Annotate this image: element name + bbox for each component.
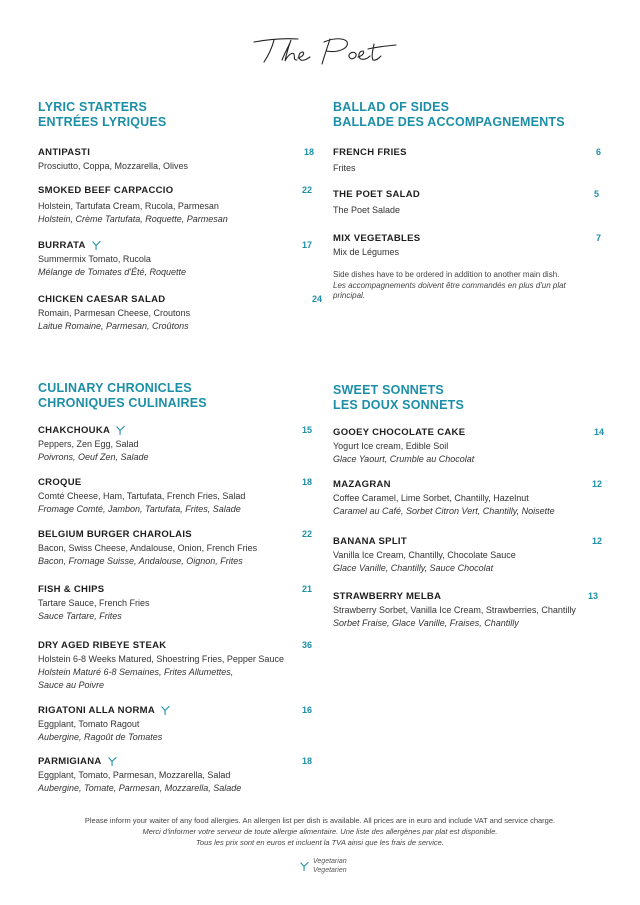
vegetarian-icon (161, 706, 170, 715)
sides-title (333, 100, 603, 129)
allergy-footer (0, 815, 640, 848)
mains-section (38, 381, 318, 801)
vegetarian-icon (300, 862, 309, 871)
item-name: DRY AGED RIBEYE STEAK (38, 640, 167, 651)
item-name-row (38, 425, 314, 436)
item-desc: Eggplant, Tomato, Parmesan, Mozzarella, Salad (38, 770, 231, 780)
item-name: CHICKEN CAESAR SALAD (38, 294, 166, 305)
menu-item-croque (38, 477, 314, 516)
legend-fr: Vegetarien (313, 867, 347, 874)
item-price: 18 (301, 477, 312, 487)
item-desc-fr: Mélange de Tomates d'Été, Roquette (38, 267, 186, 277)
legend-text (313, 857, 347, 875)
item-name: ANTIPASTI (38, 147, 91, 158)
footer-line-en: Please inform your waiter of any food allergies. An allergen list per dish is available. All prices are in euro and include VAT and service charge. (84, 816, 556, 825)
item-price: 18 (301, 756, 312, 766)
item-name: STRAWBERRY MELBA (333, 591, 442, 602)
item-desc: Yogurt Ice cream, Edible Soil (333, 441, 449, 451)
item-desc: Frites (333, 163, 356, 173)
item-price: 5 (593, 189, 599, 199)
item-price: 14 (593, 427, 604, 437)
item-name: FRENCH FRIES (333, 147, 407, 158)
item-price: 36 (301, 640, 312, 650)
menu-item-banana-split (333, 536, 604, 575)
menu-item-chocolate-cake (333, 427, 604, 466)
mains-title-en: CULINARY CHRONICLES (38, 381, 192, 395)
item-desc-fr: Sauce Tartare, Frites (38, 611, 122, 621)
starters-title-fr: ENTRÉES LYRIQUES (38, 114, 167, 129)
sides-note-en: Side dishes have to be ordered in addition to another main dish. (333, 270, 560, 279)
menu-item-mazagran (333, 479, 604, 518)
menu-item-fries (333, 147, 601, 175)
item-price: 22 (301, 529, 312, 539)
item-desc-fr: Holstein, Crème Tartufata, Roquette, Parmesan (38, 214, 228, 224)
item-price: 16 (301, 705, 312, 715)
item-desc: The Poet Salade (333, 205, 401, 215)
sides-section (333, 100, 603, 310)
item-name: BANANA SPLIT (333, 536, 407, 547)
menu-item-parmigiana (38, 756, 314, 795)
item-desc: Prosciutto, Coppa, Mozzarella, Olives (38, 161, 189, 171)
item-desc-fr: Poivrons, Oeuf Zen, Salade (38, 452, 149, 462)
brand-logo (250, 30, 400, 70)
menu-item-caesar (38, 294, 322, 333)
item-price: 21 (301, 584, 312, 594)
vegetarian-icon (108, 757, 117, 766)
desserts-section (333, 383, 608, 633)
item-name: BELGIUM BURGER CHAROLAIS (38, 529, 192, 540)
legend-en: Vegetarian (313, 858, 347, 865)
item-desc-fr: Bacon, Fromage Suisse, Andalouse, Oignon, Frites (38, 556, 243, 566)
item-name-row (38, 756, 314, 767)
menu-item-poet-salad (333, 189, 601, 217)
item-desc: Romain, Parmesan Cheese, Croutons (38, 308, 191, 318)
item-price: 12 (591, 536, 602, 546)
item-desc-fr: Caramel au Café, Sorbet Citron Vert, Chantilly, Noisette (333, 506, 555, 516)
item-name: SMOKED BEEF CARPACCIO (38, 185, 174, 196)
sides-note (333, 270, 595, 302)
item-desc-fr: Laitue Romaine, Parmesan, Croûtons (38, 321, 189, 331)
item-price: 6 (595, 147, 601, 157)
menu-item-burger (38, 529, 314, 568)
item-name: THE POET SALAD (333, 189, 421, 200)
item-desc: Vanilla Ice Cream, Chantilly, Chocolate Sauce (333, 550, 516, 560)
item-desc: Peppers, Zen Egg, Salad (38, 439, 139, 449)
item-price: 24 (311, 294, 322, 304)
item-name: BURRATA (38, 240, 86, 251)
menu-item-mix-vegetables (333, 233, 601, 259)
item-name-row (38, 240, 314, 251)
item-name: MIX VEGETABLES (333, 233, 421, 244)
item-name: CHAKCHOUKA (38, 425, 111, 436)
item-desc: Holstein 6-8 Weeks Matured, Shoestring Fries, Pepper Sauce (38, 654, 284, 664)
item-desc: Strawberry Sorbet, Vanilla Ice Cream, Strawberries, Chantilly (333, 605, 576, 615)
item-price: 17 (301, 240, 312, 250)
footer-line-fr: Merci d'informer votre serveur de toute allergie alimentaire. Une liste des allergènes par plat est disponible. (142, 827, 498, 836)
item-desc-fr: Sorbet Fraise, Glace Vanille, Fraises, Chantilly (333, 618, 519, 628)
item-desc-fr: Fromage Comté, Jambon, Tartufata, Frites, Salade (38, 504, 241, 514)
vegetarian-legend (300, 857, 347, 875)
starters-section (38, 100, 322, 340)
item-name: FISH & CHIPS (38, 584, 105, 595)
item-name: MAZAGRAN (333, 479, 391, 490)
desserts-title-en: SWEET SONNETS (333, 383, 444, 397)
vegetarian-icon (92, 241, 101, 250)
item-desc-fr: Aubergine, Ragoût de Tomates (38, 732, 163, 742)
menu-item-rigatoni (38, 705, 314, 744)
vegetarian-icon (116, 426, 125, 435)
menu-item-fish-chips (38, 584, 314, 623)
menu-item-chakchouka (38, 425, 314, 464)
item-name: RIGATONI ALLA NORMA (38, 705, 156, 716)
sides-title-en: BALLAD OF SIDES (333, 100, 450, 114)
item-desc-fr: Glace Yaourt, Crumble au Chocolat (333, 454, 475, 464)
menu-item-burrata (38, 240, 314, 279)
menu-item-carpaccio (38, 185, 314, 226)
item-desc: Eggplant, Tomato Ragout (38, 719, 140, 729)
desserts-title-fr: LES DOUX SONNETS (333, 397, 464, 412)
menu-item-antipasti (38, 147, 314, 173)
item-desc: Bacon, Swiss Cheese, Andalouse, Onion, French Fries (38, 543, 258, 553)
item-price: 13 (587, 591, 598, 601)
item-desc-fr: Aubergine, Tomate, Parmesan, Mozzarella, Salade (38, 783, 242, 793)
item-price: 12 (591, 479, 602, 489)
item-name: CROQUE (38, 477, 82, 488)
mains-title-fr: CHRONIQUES CULINAIRES (38, 395, 207, 410)
sides-note-fr: Les accompagnements doivent être commandés en plus d'un plat principal. (333, 280, 566, 300)
item-name-row (38, 705, 314, 716)
footer-line-fr-2: Tous les prix sont en euros et incluent la TVA ainsi que les frais de service. (196, 838, 444, 847)
sides-title-fr: BALLADE DES ACCOMPAGNEMENTS (333, 114, 565, 129)
item-desc: Comté Cheese, Ham, Tartufata, French Fries, Salad (38, 491, 246, 501)
item-desc: Coffee Caramel, Lime Sorbet, Chantilly, Hazelnut (333, 493, 529, 503)
item-price: 15 (301, 425, 312, 435)
item-price: 7 (595, 233, 601, 243)
menu-item-ribeye (38, 640, 314, 692)
item-desc-fr: Glace Vanille, Chantilly, Sauce Chocolat (333, 563, 494, 573)
item-desc-fr: Holstein Maturé 6-8 Semaines, Frites Allumettes, (38, 667, 234, 677)
starters-title (38, 100, 318, 129)
desserts-title (333, 383, 608, 412)
item-name: PARMIGIANA (38, 756, 102, 767)
starters-title-en: LYRIC STARTERS (38, 100, 148, 114)
menu-item-strawberry-melba (333, 591, 604, 630)
brand-logo-signature (250, 30, 400, 70)
item-desc: Holstein, Tartufata Cream, Rucola, Parmesan (38, 201, 219, 211)
item-price: 22 (301, 185, 312, 195)
mains-title (38, 381, 318, 410)
item-desc-fr-2: Sauce au Poivre (38, 680, 105, 690)
item-desc: Mix de Légumes (333, 247, 400, 257)
item-desc: Summermix Tomato, Rucola (38, 254, 151, 264)
item-desc: Tartare Sauce, French Fries (38, 598, 150, 608)
item-name: GOOEY CHOCOLATE CAKE (333, 427, 466, 438)
item-price: 18 (303, 147, 314, 157)
